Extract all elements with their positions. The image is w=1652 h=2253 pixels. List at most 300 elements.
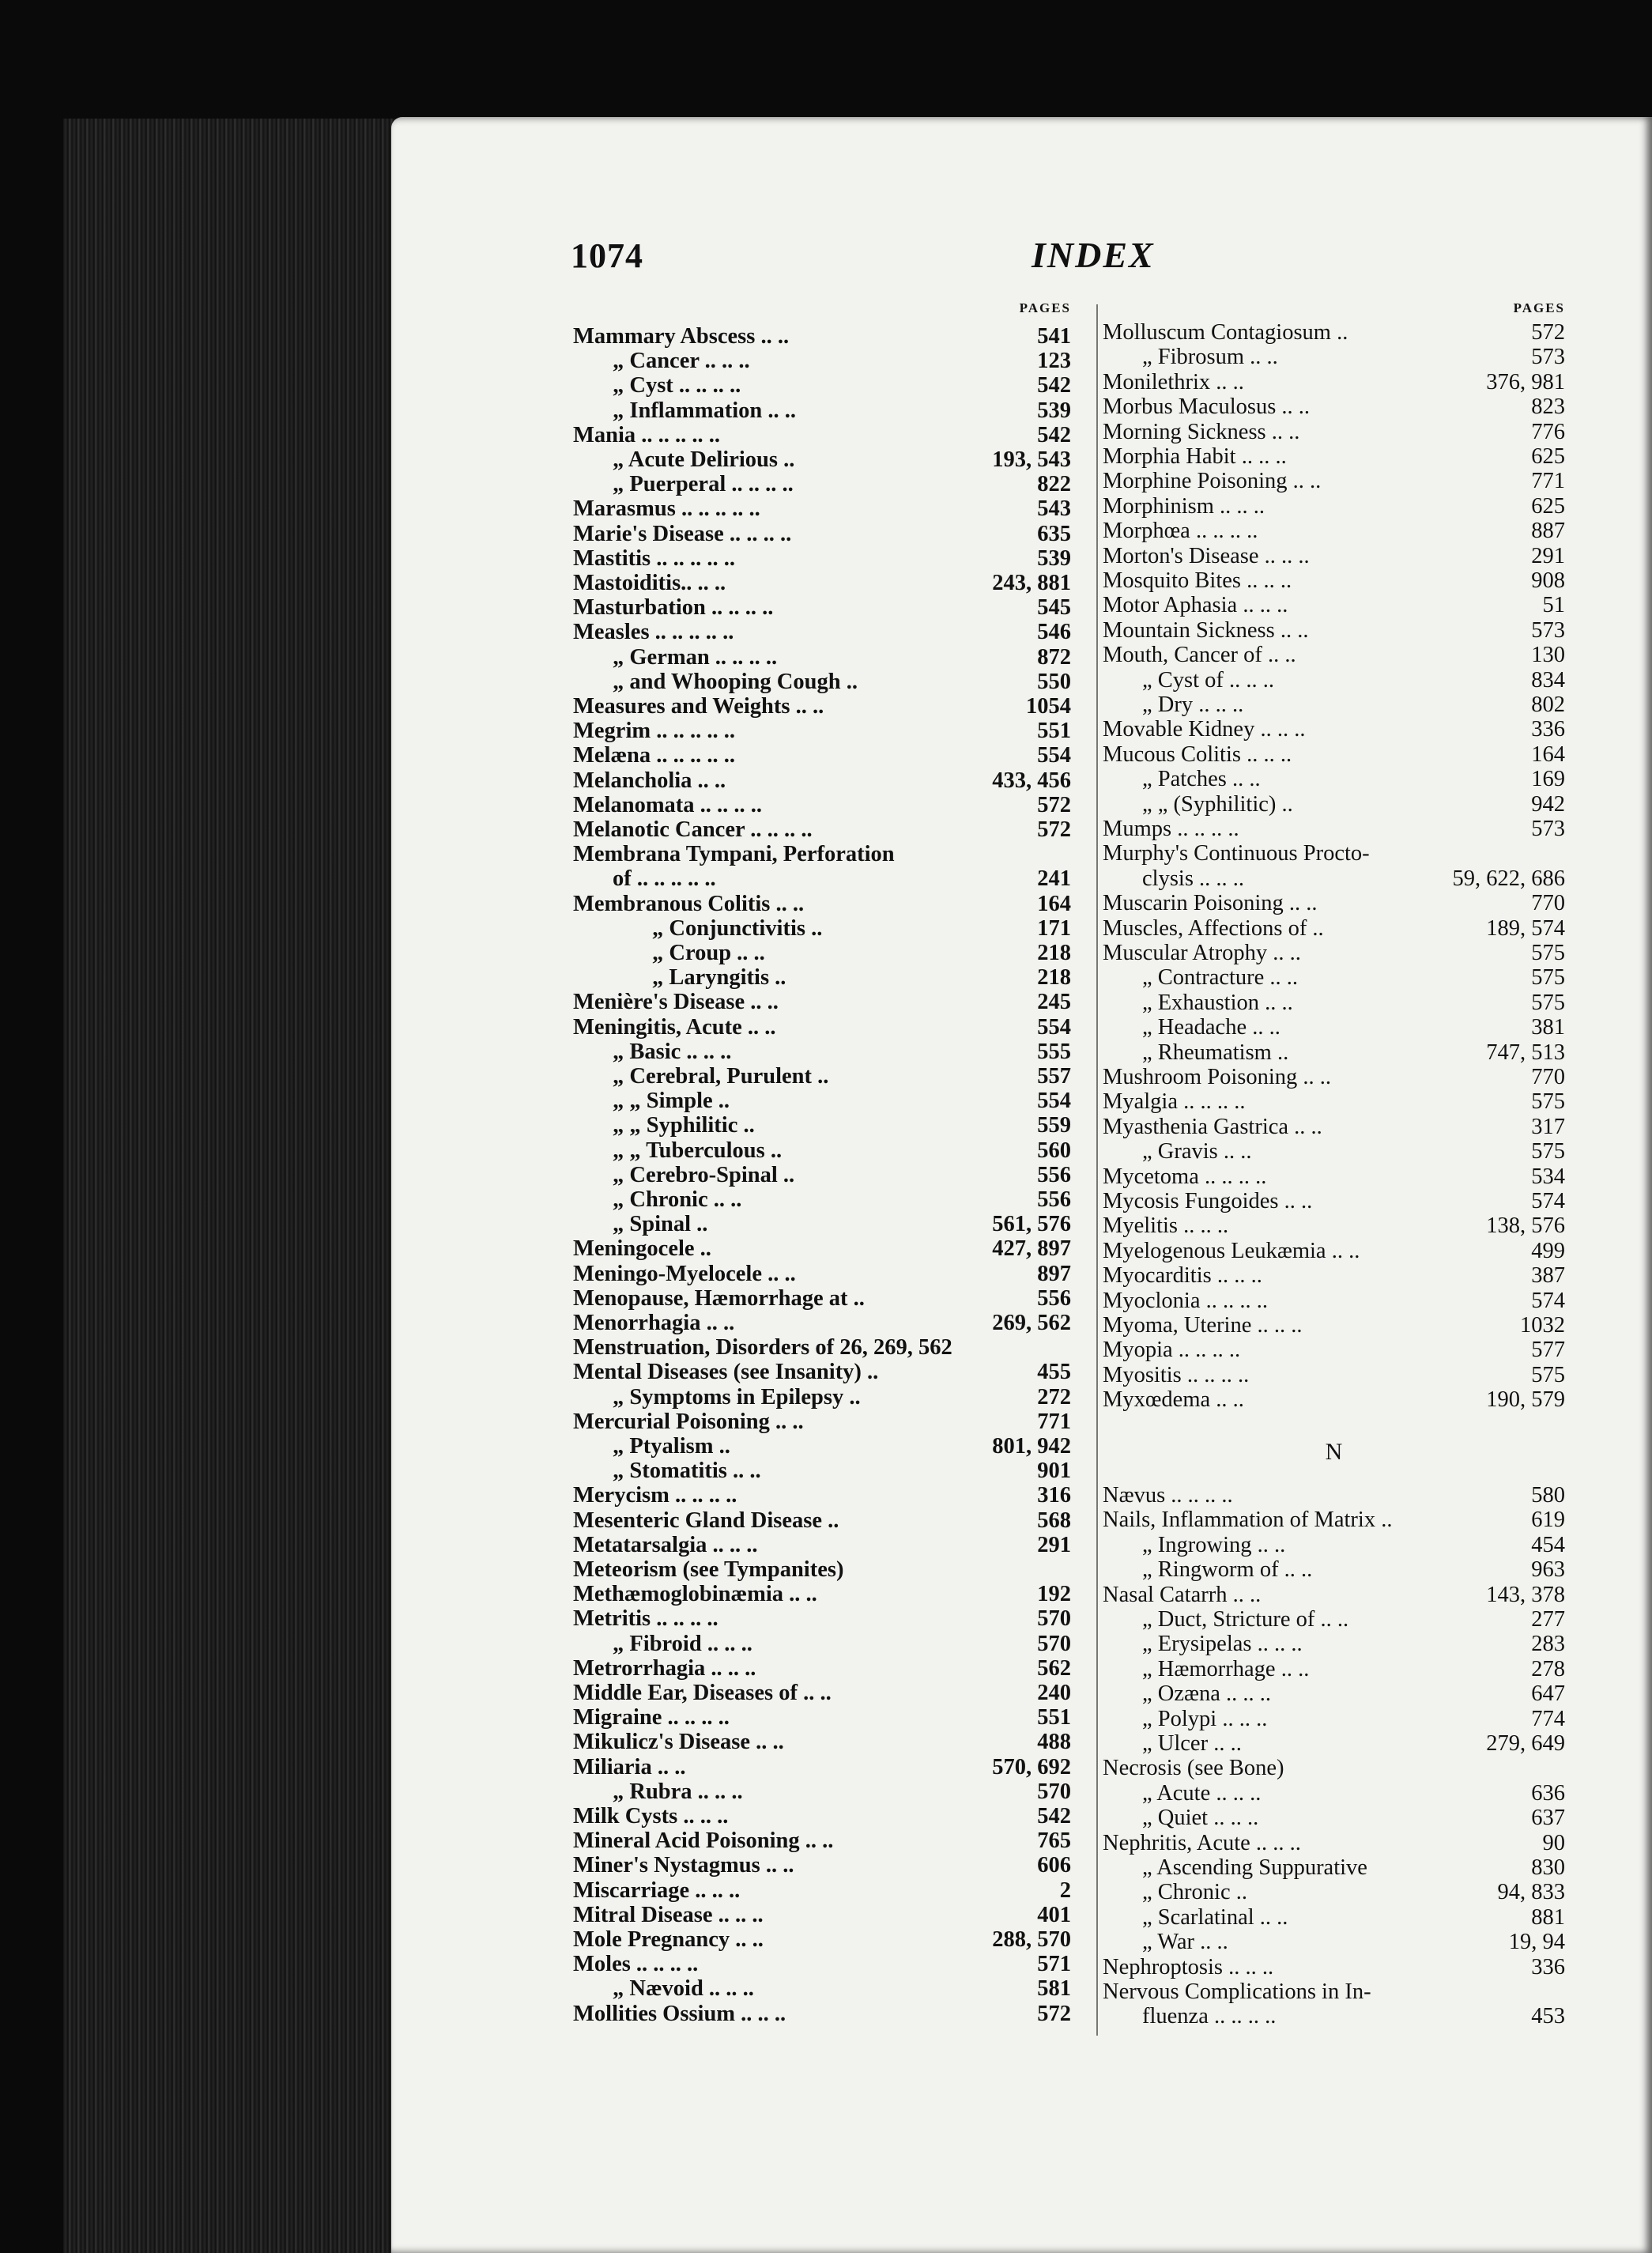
index-pages: 169: [1531, 767, 1565, 792]
index-entry: [573, 1582, 1071, 1606]
index-term: „ Chronic .. ..: [613, 1187, 742, 1212]
index-pages: 545: [1037, 595, 1071, 621]
index-pages: 575: [1531, 990, 1565, 1015]
index-pages: 542: [1037, 422, 1071, 447]
index-pages: 130: [1531, 643, 1565, 668]
index-entry: [1103, 916, 1565, 941]
index-entry: [1103, 1387, 1565, 1412]
index-pages: 881: [1531, 1904, 1565, 1930]
index-term: „ Acute Delirious ..: [613, 447, 795, 472]
index-entry: [1103, 991, 1565, 1015]
index-entry: [573, 1533, 1071, 1557]
index-pages: 288, 570: [992, 1927, 1071, 1952]
index-entry: [1103, 618, 1565, 643]
index-term: Meningocele ..: [573, 1236, 711, 1262]
index-entry: [573, 546, 1071, 571]
index-entry: [573, 743, 1071, 768]
index-entry: [1103, 742, 1565, 767]
left-index-column: [573, 0, 1071, 2253]
index-term: Mushroom Poisoning .. ..: [1103, 1065, 1331, 1089]
index-term: Membrana Tympani, Perforation: [573, 842, 895, 867]
index-term: Morphine Poisoning .. ..: [1103, 469, 1322, 494]
index-entry: [573, 1434, 1071, 1459]
index-entry: [1103, 444, 1565, 469]
index-entry: [573, 793, 1071, 817]
index-pages: 240: [1037, 1681, 1071, 1705]
index-pages: 556: [1037, 1187, 1071, 1212]
index-entry: [1103, 593, 1565, 617]
index-term: Middle Ear, Diseases of .. ..: [573, 1681, 832, 1705]
index-pages: 774: [1531, 1706, 1565, 1731]
index-entry: [1103, 1533, 1565, 1557]
index-entry: [1103, 668, 1565, 693]
index-term: Marasmus .. .. .. .. ..: [573, 496, 760, 522]
index-entry: [1103, 420, 1565, 444]
page-number: 1074: [571, 236, 643, 275]
index-pages: 942: [1531, 791, 1565, 817]
index-term: „ „ (Syphilitic) ..: [1142, 791, 1293, 817]
index-pages: 570: [1037, 1606, 1071, 1632]
index-pages: 269, 562: [992, 1311, 1071, 1335]
index-term: „ Chronic ..: [1142, 1880, 1247, 1905]
index-entry: [1103, 767, 1565, 791]
index-term: Moles .. .. .. ..: [573, 1952, 699, 1977]
index-pages: 499: [1531, 1238, 1565, 1263]
index-pages: 546: [1037, 620, 1071, 645]
index-term: Motor Aphasia .. .. ..: [1103, 593, 1288, 618]
index-term: Mole Pregnancy .. ..: [573, 1927, 764, 1952]
index-term: Metrorrhagia .. .. ..: [573, 1655, 756, 1681]
index-entry: [1103, 965, 1565, 990]
index-entry: [573, 1903, 1071, 1927]
index-entry: [573, 1632, 1071, 1656]
index-entry: [1103, 1955, 1565, 1979]
index-pages: 51: [1542, 593, 1565, 618]
index-entry: [1103, 1583, 1565, 1607]
index-pages: 570: [1037, 1631, 1071, 1656]
index-pages: 243, 881: [992, 571, 1071, 595]
index-entry: [1103, 1483, 1565, 1508]
index-pages: 164: [1037, 891, 1071, 916]
index-term: Morning Sickness .. ..: [1103, 419, 1300, 444]
index-term: Myoclonia .. .. .. ..: [1103, 1288, 1268, 1313]
index-entry: [1103, 370, 1565, 394]
index-term: „ Patches .. ..: [1142, 767, 1261, 792]
index-term: Mineral Acid Poisoning .. ..: [573, 1828, 834, 1854]
index-term: „ Hæmorrhage .. ..: [1142, 1656, 1310, 1681]
index-pages: 580: [1531, 1483, 1565, 1508]
index-pages: 963: [1531, 1557, 1565, 1583]
index-entry: [1103, 1731, 1565, 1756]
index-entry: [573, 1952, 1071, 1976]
column-divider: [1096, 304, 1098, 2036]
index-entry: [1103, 1213, 1565, 1238]
index-entry: [1103, 1040, 1565, 1065]
index-pages: 189, 574: [1486, 915, 1565, 941]
index-pages: 556: [1037, 1162, 1071, 1187]
index-pages: 572: [1531, 320, 1565, 345]
index-entry: [573, 1262, 1071, 1286]
index-pages: 317: [1531, 1114, 1565, 1139]
index-entry: [1103, 1880, 1565, 1904]
index-entry: [1103, 1632, 1565, 1656]
index-pages: 570: [1037, 1779, 1071, 1804]
index-pages: 830: [1531, 1855, 1565, 1880]
index-pages: 279, 649: [1486, 1731, 1565, 1756]
index-term: Nephroptosis .. .. ..: [1103, 1954, 1274, 1979]
index-pages: 557: [1037, 1064, 1071, 1089]
index-pages: 606: [1037, 1853, 1071, 1878]
index-entry: [573, 571, 1071, 595]
index-term: Melancholia .. ..: [573, 768, 726, 793]
index-pages: 427, 897: [992, 1236, 1071, 1262]
index-term: Menorrhagia .. ..: [573, 1311, 735, 1335]
index-entry: [1103, 941, 1565, 965]
index-entry: [573, 1335, 1071, 1360]
index-pages: 19, 94: [1508, 1930, 1565, 1955]
index-entry: [1103, 792, 1565, 817]
index-pages: 123: [1037, 349, 1071, 374]
index-entry: [573, 620, 1071, 644]
index-entry: [1103, 1607, 1565, 1632]
index-term: Melanomata .. .. .. ..: [573, 792, 763, 817]
index-pages: 539: [1037, 398, 1071, 423]
index-term: Nephritis, Acute .. .. ..: [1103, 1830, 1301, 1855]
index-entry: [573, 496, 1071, 521]
index-pages: 543: [1037, 496, 1071, 522]
index-entry: [573, 423, 1071, 447]
index-entry: [573, 1681, 1071, 1705]
index-term: „ War .. ..: [1142, 1930, 1228, 1955]
index-pages: 573: [1531, 345, 1565, 370]
index-entry: [1103, 693, 1565, 717]
index-entry: [1103, 568, 1565, 593]
index-term: Morphinism .. .. ..: [1103, 493, 1265, 519]
index-pages: 801, 942: [992, 1434, 1071, 1459]
index-pages: 635: [1037, 521, 1071, 546]
index-term: Mycosis Fungoides .. ..: [1103, 1189, 1313, 1213]
index-pages: 823: [1531, 394, 1565, 420]
index-term: „ Croup .. ..: [652, 941, 765, 965]
index-term: Mosquito Bites .. .. ..: [1103, 568, 1292, 593]
index-entry: [573, 1212, 1071, 1236]
index-pages: 336: [1531, 1954, 1565, 1979]
index-pages: 901: [1037, 1459, 1071, 1484]
index-pages: 542: [1037, 373, 1071, 398]
index-term: „ Cyst of .. .. ..: [1142, 667, 1275, 693]
index-pages: 453: [1531, 2004, 1565, 2029]
index-pages: 190, 579: [1486, 1387, 1565, 1413]
index-pages: 574: [1531, 1288, 1565, 1313]
index-entry: [573, 373, 1071, 398]
index-term: Mastoiditis.. .. ..: [573, 571, 726, 595]
index-term: Nævus .. .. .. ..: [1103, 1483, 1233, 1508]
index-entry: [573, 1138, 1071, 1163]
index-term: Mucous Colitis .. .. ..: [1103, 742, 1292, 767]
index-entry: [1103, 1289, 1565, 1313]
index-entry: [573, 916, 1071, 941]
section-letter: N: [1325, 1439, 1343, 1465]
index-entry: [573, 1410, 1071, 1434]
index-pages: 568: [1037, 1508, 1071, 1533]
index-entry: [573, 768, 1071, 793]
index-pages: 291: [1531, 543, 1565, 568]
index-entry: [1103, 841, 1565, 866]
index-pages: 771: [1037, 1409, 1071, 1434]
index-pages: 218: [1037, 941, 1071, 965]
index-pages: 562: [1037, 1655, 1071, 1681]
index-pages: 138, 576: [1486, 1213, 1565, 1239]
book-page-edges: [63, 119, 395, 2253]
index-entry: [1103, 1979, 1565, 2004]
index-term: Miliaria .. ..: [573, 1754, 686, 1779]
index-entry: [573, 398, 1071, 423]
index-pages: 637: [1531, 1806, 1565, 1831]
index-entry: [573, 719, 1071, 743]
index-pages: 539: [1037, 545, 1071, 571]
index-entry: [1103, 1239, 1565, 1263]
index-pages: 278: [1531, 1656, 1565, 1681]
index-entry: [573, 1236, 1071, 1261]
index-entry: [573, 1828, 1071, 1853]
index-entry: [1103, 1905, 1565, 1930]
index-pages: 193, 543: [992, 447, 1071, 472]
index-entry: [573, 1163, 1071, 1187]
index-pages: 555: [1037, 1039, 1071, 1064]
index-term: Marie's Disease .. .. .. ..: [573, 521, 792, 546]
index-entry: [573, 842, 1071, 866]
index-pages: 570, 692: [992, 1754, 1071, 1779]
index-entry: [1103, 866, 1565, 891]
index-pages: 556: [1037, 1285, 1071, 1311]
index-term: Meningitis, Acute .. ..: [573, 1014, 776, 1040]
index-term: „ Ozæna .. .. ..: [1142, 1681, 1272, 1707]
index-entry: [1103, 717, 1565, 742]
index-term: „ Symptoms in Epilepsy ..: [613, 1384, 861, 1410]
index-term: Mesenteric Gland Disease ..: [573, 1508, 839, 1533]
index-pages: 647: [1531, 1681, 1565, 1707]
index-pages: 802: [1531, 693, 1565, 717]
index-term: „ Spinal ..: [613, 1212, 708, 1237]
index-term: Monilethrix .. ..: [1103, 369, 1244, 394]
index-term: „ Basic .. .. ..: [613, 1039, 732, 1064]
index-entry: [1103, 891, 1565, 915]
index-pages: 575: [1531, 1139, 1565, 1164]
index-term: Morphœa .. .. .. ..: [1103, 519, 1258, 544]
index-term: „ Cerebral, Purulent ..: [613, 1064, 829, 1089]
index-term: „ German .. .. .. ..: [613, 644, 778, 670]
index-term: Muscles, Affections of ..: [1103, 915, 1324, 941]
index-pages: 401: [1037, 1902, 1071, 1927]
index-entry: [1103, 1313, 1565, 1338]
index-entry: [573, 1779, 1071, 1804]
index-term: Muscarin Poisoning .. ..: [1103, 891, 1318, 916]
index-term: Milk Cysts .. .. ..: [573, 1804, 729, 1828]
index-pages: 636: [1531, 1780, 1565, 1806]
index-entry: [573, 670, 1071, 694]
index-pages: 765: [1037, 1828, 1071, 1854]
index-term: „ Dry .. .. ..: [1142, 693, 1244, 717]
index-entry: [1103, 643, 1565, 667]
index-pages: 581: [1037, 1976, 1071, 2002]
index-term: Metritis .. .. .. ..: [573, 1606, 719, 1632]
index-term: „ „ Simple ..: [613, 1089, 730, 1114]
index-term: of .. .. .. .. ..: [613, 866, 716, 892]
index-term: fluenza .. .. .. ..: [1142, 2004, 1277, 2029]
index-term: „ Exhaustion .. ..: [1142, 990, 1293, 1015]
index-entry: [1103, 1855, 1565, 1880]
index-term: „ Fibroid .. .. ..: [613, 1631, 752, 1656]
index-term: „ Quiet .. .. ..: [1142, 1806, 1259, 1831]
index-entry: [573, 1187, 1071, 1212]
index-term: „ Conjunctivitis ..: [652, 915, 823, 941]
index-term: Metatarsalgia .. .. ..: [573, 1532, 758, 1557]
index-entry: [573, 1360, 1071, 1384]
index-term: Menopause, Hæmorrhage at ..: [573, 1285, 865, 1311]
index-term: Nails, Inflammation of Matrix ..: [1103, 1508, 1393, 1533]
index-pages: 90: [1542, 1830, 1565, 1855]
index-pages: 872: [1037, 644, 1071, 670]
index-pages: 573: [1531, 817, 1565, 841]
index-term: Morton's Disease .. .. ..: [1103, 543, 1310, 568]
index-entry: [573, 2002, 1071, 2026]
index-pages: 572: [1037, 817, 1071, 842]
index-entry: [1103, 1831, 1565, 1855]
index-term: Nasal Catarrh .. ..: [1103, 1582, 1262, 1607]
index-pages: 575: [1531, 965, 1565, 991]
index-pages: 776: [1531, 419, 1565, 444]
index-entry: [1103, 1557, 1565, 1582]
index-pages: 192: [1037, 1582, 1071, 1607]
index-entry: [573, 595, 1071, 620]
index-term: Miscarriage .. .. ..: [573, 1877, 741, 1903]
index-entry: [573, 1705, 1071, 1730]
index-term: Menstruation, Disorders of 26, 269, 562: [573, 1335, 952, 1360]
index-pages: 336: [1531, 717, 1565, 742]
index-entry: [573, 1385, 1071, 1410]
index-term: „ Headache .. ..: [1142, 1015, 1280, 1040]
index-pages: 551: [1037, 1705, 1071, 1730]
index-term: Myalgia .. .. .. ..: [1103, 1089, 1246, 1115]
index-pages: 534: [1531, 1164, 1565, 1189]
index-term: Masturbation .. .. .. ..: [573, 595, 774, 621]
index-term: Mania .. .. .. .. ..: [573, 422, 721, 447]
index-term: Membranous Colitis .. ..: [573, 891, 805, 916]
index-entry: [1103, 394, 1565, 419]
index-term: „ Cancer .. .. ..: [613, 349, 750, 374]
index-term: Measles .. .. .. .. ..: [573, 620, 734, 645]
pages-column-header: PAGES: [1513, 300, 1565, 315]
index-entry: [1103, 817, 1565, 841]
right-index-column: [1103, 0, 1565, 2253]
index-entry: [573, 1656, 1071, 1681]
index-pages: 550: [1037, 669, 1071, 694]
index-entry: [1103, 1707, 1565, 1731]
index-entry: [1103, 1930, 1565, 1954]
index-term: Myocarditis .. .. ..: [1103, 1263, 1262, 1289]
index-pages: 770: [1531, 1065, 1565, 1089]
index-term: Mouth, Cancer of .. ..: [1103, 643, 1296, 668]
index-entry: [1103, 544, 1565, 568]
index-term: Myositis .. .. .. ..: [1103, 1362, 1250, 1387]
index-entry: [573, 1606, 1071, 1631]
index-entry: [573, 892, 1071, 916]
index-pages: 559: [1037, 1113, 1071, 1138]
index-entry: [1103, 1806, 1565, 1830]
index-entry: [1103, 1681, 1565, 1706]
index-term: „ Cerebro-Spinal ..: [613, 1162, 795, 1187]
index-term: Murphy's Continuous Procto-: [1103, 841, 1370, 866]
index-term: „ Ptyalism ..: [613, 1434, 730, 1459]
index-pages: 291: [1037, 1532, 1071, 1557]
index-pages: 316: [1037, 1483, 1071, 1508]
index-pages: 433, 456: [992, 768, 1071, 793]
index-term: Muscular Atrophy .. ..: [1103, 941, 1301, 965]
index-pages: 572: [1037, 2001, 1071, 2026]
index-term: Menière's Disease .. ..: [573, 990, 779, 1015]
index-term: Melanotic Cancer .. .. .. ..: [573, 817, 813, 842]
index-term: Merycism .. .. .. ..: [573, 1483, 737, 1508]
index-entry: [1103, 1189, 1565, 1213]
index-term: Methæmoglobinæmia .. ..: [573, 1582, 817, 1607]
index-entry: [573, 1113, 1071, 1138]
index-entry: [1103, 519, 1565, 543]
index-pages: 554: [1037, 1089, 1071, 1114]
index-term: „ Ringworm of .. ..: [1142, 1557, 1313, 1583]
pages-column-header: PAGES: [1019, 300, 1071, 315]
page-title: INDEX: [1032, 235, 1155, 275]
index-term: Myopia .. .. .. ..: [1103, 1338, 1241, 1363]
index-term: „ „ Tuberculous ..: [613, 1138, 783, 1163]
index-pages: 541: [1037, 324, 1071, 349]
index-term: Mastitis .. .. .. .. ..: [573, 545, 736, 571]
index-entry: [1103, 494, 1565, 519]
index-term: Meningo-Myelocele .. ..: [573, 1261, 796, 1286]
index-pages: 1032: [1520, 1313, 1565, 1338]
index-entry: [1103, 1657, 1565, 1681]
index-pages: 747, 513: [1486, 1040, 1565, 1065]
index-entry: [1103, 1338, 1565, 1362]
index-term: Myelogenous Leukæmia .. ..: [1103, 1238, 1360, 1263]
index-pages: 455: [1037, 1360, 1071, 1385]
index-entry: [573, 1064, 1071, 1089]
index-term: Myelitis .. .. ..: [1103, 1213, 1229, 1239]
index-pages: 619: [1531, 1508, 1565, 1533]
index-term: Meteorism (see Tympanites): [573, 1557, 844, 1582]
index-term: Nervous Complications in In-: [1103, 1979, 1371, 2004]
index-term: Movable Kidney .. .. ..: [1103, 717, 1306, 742]
index-pages: 572: [1037, 792, 1071, 817]
index-entry: [573, 349, 1071, 373]
index-term: „ Nævoid .. .. ..: [613, 1976, 754, 2002]
index-entry: [573, 1557, 1071, 1582]
index-pages: 277: [1531, 1607, 1565, 1632]
index-entry: [573, 866, 1071, 891]
index-entry: [1103, 320, 1565, 345]
index-term: Migraine .. .. .. ..: [573, 1705, 730, 1730]
index-term: „ Ascending Suppurative: [1142, 1855, 1367, 1880]
index-term: clysis .. .. ..: [1142, 866, 1245, 891]
index-pages: 574: [1531, 1189, 1565, 1213]
index-pages: 1054: [1026, 694, 1071, 719]
index-term: „ Erysipelas .. .. ..: [1142, 1632, 1303, 1657]
index-entry: [1103, 345, 1565, 369]
index-pages: 560: [1037, 1138, 1071, 1163]
index-entry: [573, 472, 1071, 496]
index-pages: 164: [1531, 742, 1565, 767]
index-term: Mental Diseases (see Insanity) ..: [573, 1360, 879, 1385]
index-pages: 381: [1531, 1015, 1565, 1040]
